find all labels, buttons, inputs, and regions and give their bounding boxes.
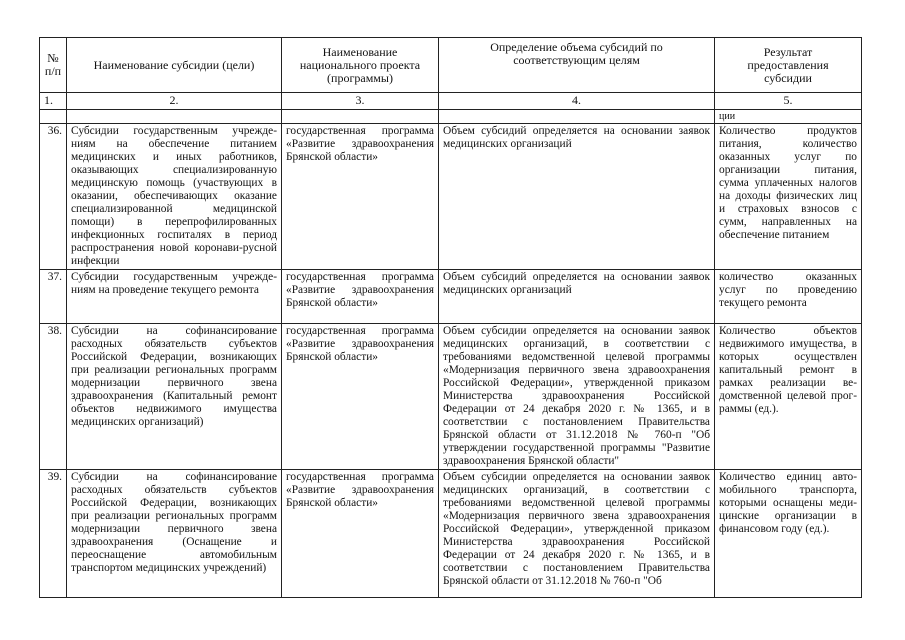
- program-name: государственная программа «Развитие здравоохранения Брянской области»: [282, 470, 439, 598]
- index-row: [40, 93, 862, 110]
- header-result: Результат предоставления субсидии: [715, 38, 862, 93]
- table-row: [40, 270, 862, 324]
- volume-definition: Объем субсидий определяется на основании заявок медицинских организаций: [439, 270, 715, 324]
- subsidy-table: [39, 37, 862, 598]
- row-number: 37.: [40, 270, 67, 324]
- program-name: государственная программа «Развитие здравоохранения Брянской области»: [282, 270, 439, 324]
- subsidy-name: Субсидии на софинансирование расходных обязательств субъектов Российской Федерации, возникающих при реализации региональных программ модернизации первичного звена здравоохранения (Капитальный ремонт объектов недвижимого имущества медицинских организаций): [67, 324, 282, 470]
- subsidy-name: Субсидии государственным учрежде-ниям на обеспечение питанием медицинских и иных работников, оказывающих специализированную медицинскую помощь (участвующих в оказании, обеспечивающих оказание специализированной медицинской помощи) в перепрофилированных инфекционных госпиталях в период распространения новой коронави-русной инфекции: [67, 124, 282, 270]
- table-row: [40, 470, 862, 598]
- index-cell: 1.: [40, 93, 67, 110]
- subsidy-name: Субсидии государственным учрежде-ниям на проведение текущего ремонта: [67, 270, 282, 324]
- index-cell: 4.: [439, 93, 715, 110]
- program-name: государственная программа «Развитие здравоохранения Брянской области»: [282, 324, 439, 470]
- volume-definition: Объем субсидии определяется на основании заявок медицинских организаций, в соответствии с требованиями ведомственной целевой программы «Модернизация первичного звена здравоохранения Российской Федерации», утвержденной приказом Министерства здравоохранения Российской Федерации от 24 декабря 2020 г. № 1365, и в соответствии с постановлением Правительства Брянской области от 31.12.2018 № 760-п "Об: [439, 470, 715, 598]
- subsidy-result: Количество продуктов питания, количество оказанных услуг по организации питания, сумма уплаченных налогов на доходы физических лиц и страховых взносов с сумм, направленных на обеспечение питанием: [715, 124, 862, 270]
- volume-definition: Объем субсидии определяется на основании заявок медицинских организаций, в соответствии с требованиями ведомственной целевой программы «Модернизация первичного звена здравоохранения Российской Федерации», утвержденной приказом Министерства здравоохранения Российской Федерации от 24 декабря 2020 г. № 1365, и в соответствии с постановлением Правительства Брянской области от 31.12.2018 № 760-п "Об утверждении государственной программы "Развитие здравоохранения Брянской области": [439, 324, 715, 470]
- row-number: 39.: [40, 470, 67, 598]
- table-row: [40, 124, 862, 270]
- program-name: государственная программа «Развитие здравоохранения Брянской области»: [282, 124, 439, 270]
- continuation-text: ции: [715, 110, 862, 124]
- index-cell: 2.: [67, 93, 282, 110]
- row-number: 36.: [40, 124, 67, 270]
- header-number: № п/п: [40, 38, 67, 93]
- header-subsidy-name: Наименование субсидии (цели): [67, 38, 282, 93]
- index-cell: 5.: [715, 93, 862, 110]
- table-row: [40, 324, 862, 470]
- header-national-project: Наименование национального проекта (программы): [282, 38, 439, 93]
- continuation-row: [40, 110, 862, 124]
- header-volume-definition: Определение объема субсидий по соответствующим целям: [439, 38, 715, 93]
- row-number: 38.: [40, 324, 67, 470]
- subsidy-name: Субсидии на софинансирование расходных обязательств субъектов Российской Федерации, возникающих при реализации региональных программ модернизации первичного звена здравоохранения (Оснащение и переоснащение автомобильным транспортом медицинских учреждений): [67, 470, 282, 598]
- header-row: [40, 38, 862, 93]
- subsidy-result: Количество единиц авто-мобильного транспорта, которыми оснащены меди-цинские организации в финансовом году (ед.).: [715, 470, 862, 598]
- index-cell: 3.: [282, 93, 439, 110]
- subsidy-result: Количество объектов недвижимого имущества, в которых осуществлен капитальный ремонт в рамках реализации ве-домственной целевой прог-раммы (ед.).: [715, 324, 862, 470]
- volume-definition: Объем субсидий определяется на основании заявок медицинских организаций: [439, 124, 715, 270]
- subsidy-result: количество оказанных услуг по проведению текущего ремонта: [715, 270, 862, 324]
